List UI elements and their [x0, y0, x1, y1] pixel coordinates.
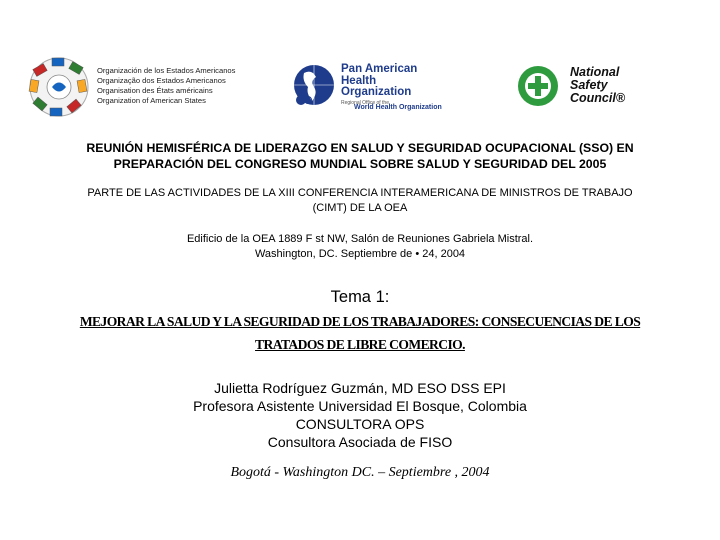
paho-regional-office: Regional Office of the: [341, 100, 389, 106]
tema-title-line-1: MEJORAR LA SALUD Y LA SEGURIDAD DE LOS TRABAJADORES: CONSECUENCIAS DE LOS: [79, 314, 641, 329]
oas-name-fr: Organisation des États américains: [97, 86, 213, 95]
author-role-fiso: Consultora Asociada de FISO: [267, 434, 453, 450]
meeting-title-line-2: PREPARACIÓN DEL CONGRESO MUNDIAL SOBRE SALUD Y SEGURIDAD DEL 2005: [113, 156, 607, 171]
oas-name-en: Organization of American States: [97, 96, 206, 105]
meeting-title: [0, 141, 720, 172]
paho-who-name: World Health Organization: [354, 104, 442, 111]
oas-name-es: Organización de los Estados Americanos: [97, 66, 236, 75]
nsc-name: [570, 66, 625, 105]
nsc-green-cross-emblem: [516, 64, 560, 108]
tema-title: [40, 310, 680, 356]
oas-names: [97, 66, 235, 106]
meeting-title-line-1: REUNIÓN HEMISFÉRICA DE LIDERAZGO EN SALUD Y SEGURIDAD OCUPACIONAL (SSO) EN: [86, 141, 634, 155]
venue-line-2: Washington, DC. Septiembre de • 24, 2004: [254, 248, 466, 260]
author-block: [0, 379, 720, 451]
paho-name-line-3: Organization: [341, 86, 412, 98]
author-affiliation: Profesora Asistente Universidad El Bosque, Colombia: [193, 398, 527, 414]
nsc-name-line-1: National: [570, 65, 620, 79]
tema-label: Tema 1:: [330, 288, 390, 306]
meeting-subtitle: [0, 186, 720, 216]
nsc-name-line-2: Safety: [570, 78, 608, 92]
tema-title-line-2: TRATADOS DE LIBRE COMERCIO.: [255, 337, 465, 352]
nsc-name-line-3: Council®: [570, 91, 626, 105]
paho-name: [341, 64, 417, 99]
paho-name-line-1: Pan American: [341, 63, 418, 75]
oas-name-pt: Organização dos Estados Americanos: [97, 76, 226, 85]
who-emblem-icon: [296, 94, 312, 106]
venue-line-1: Edificio de la OEA 1889 F st NW, Salón de Reuniones Gabriela Mistral.: [186, 233, 534, 245]
dateline: Bogotá - Washington DC. – Septiembre , 2004: [230, 465, 490, 480]
meeting-subtitle-line-2: (CIMT) DE LA OEA: [312, 202, 408, 214]
author-name: Julietta Rodríguez Guzmán, MD ESO DSS EPI: [214, 380, 506, 396]
oas-flags-emblem: [24, 52, 94, 122]
meeting-subtitle-line-1: PARTE DE LAS ACTIVIDADES DE LA XIII CONFERENCIA INTERAMERICANA DE MINISTROS DE TRABAJO: [87, 187, 633, 199]
author-role-ops: CONSULTORA OPS: [295, 416, 425, 432]
paho-name-line-2: Health: [341, 74, 377, 87]
venue-info: [0, 232, 720, 262]
